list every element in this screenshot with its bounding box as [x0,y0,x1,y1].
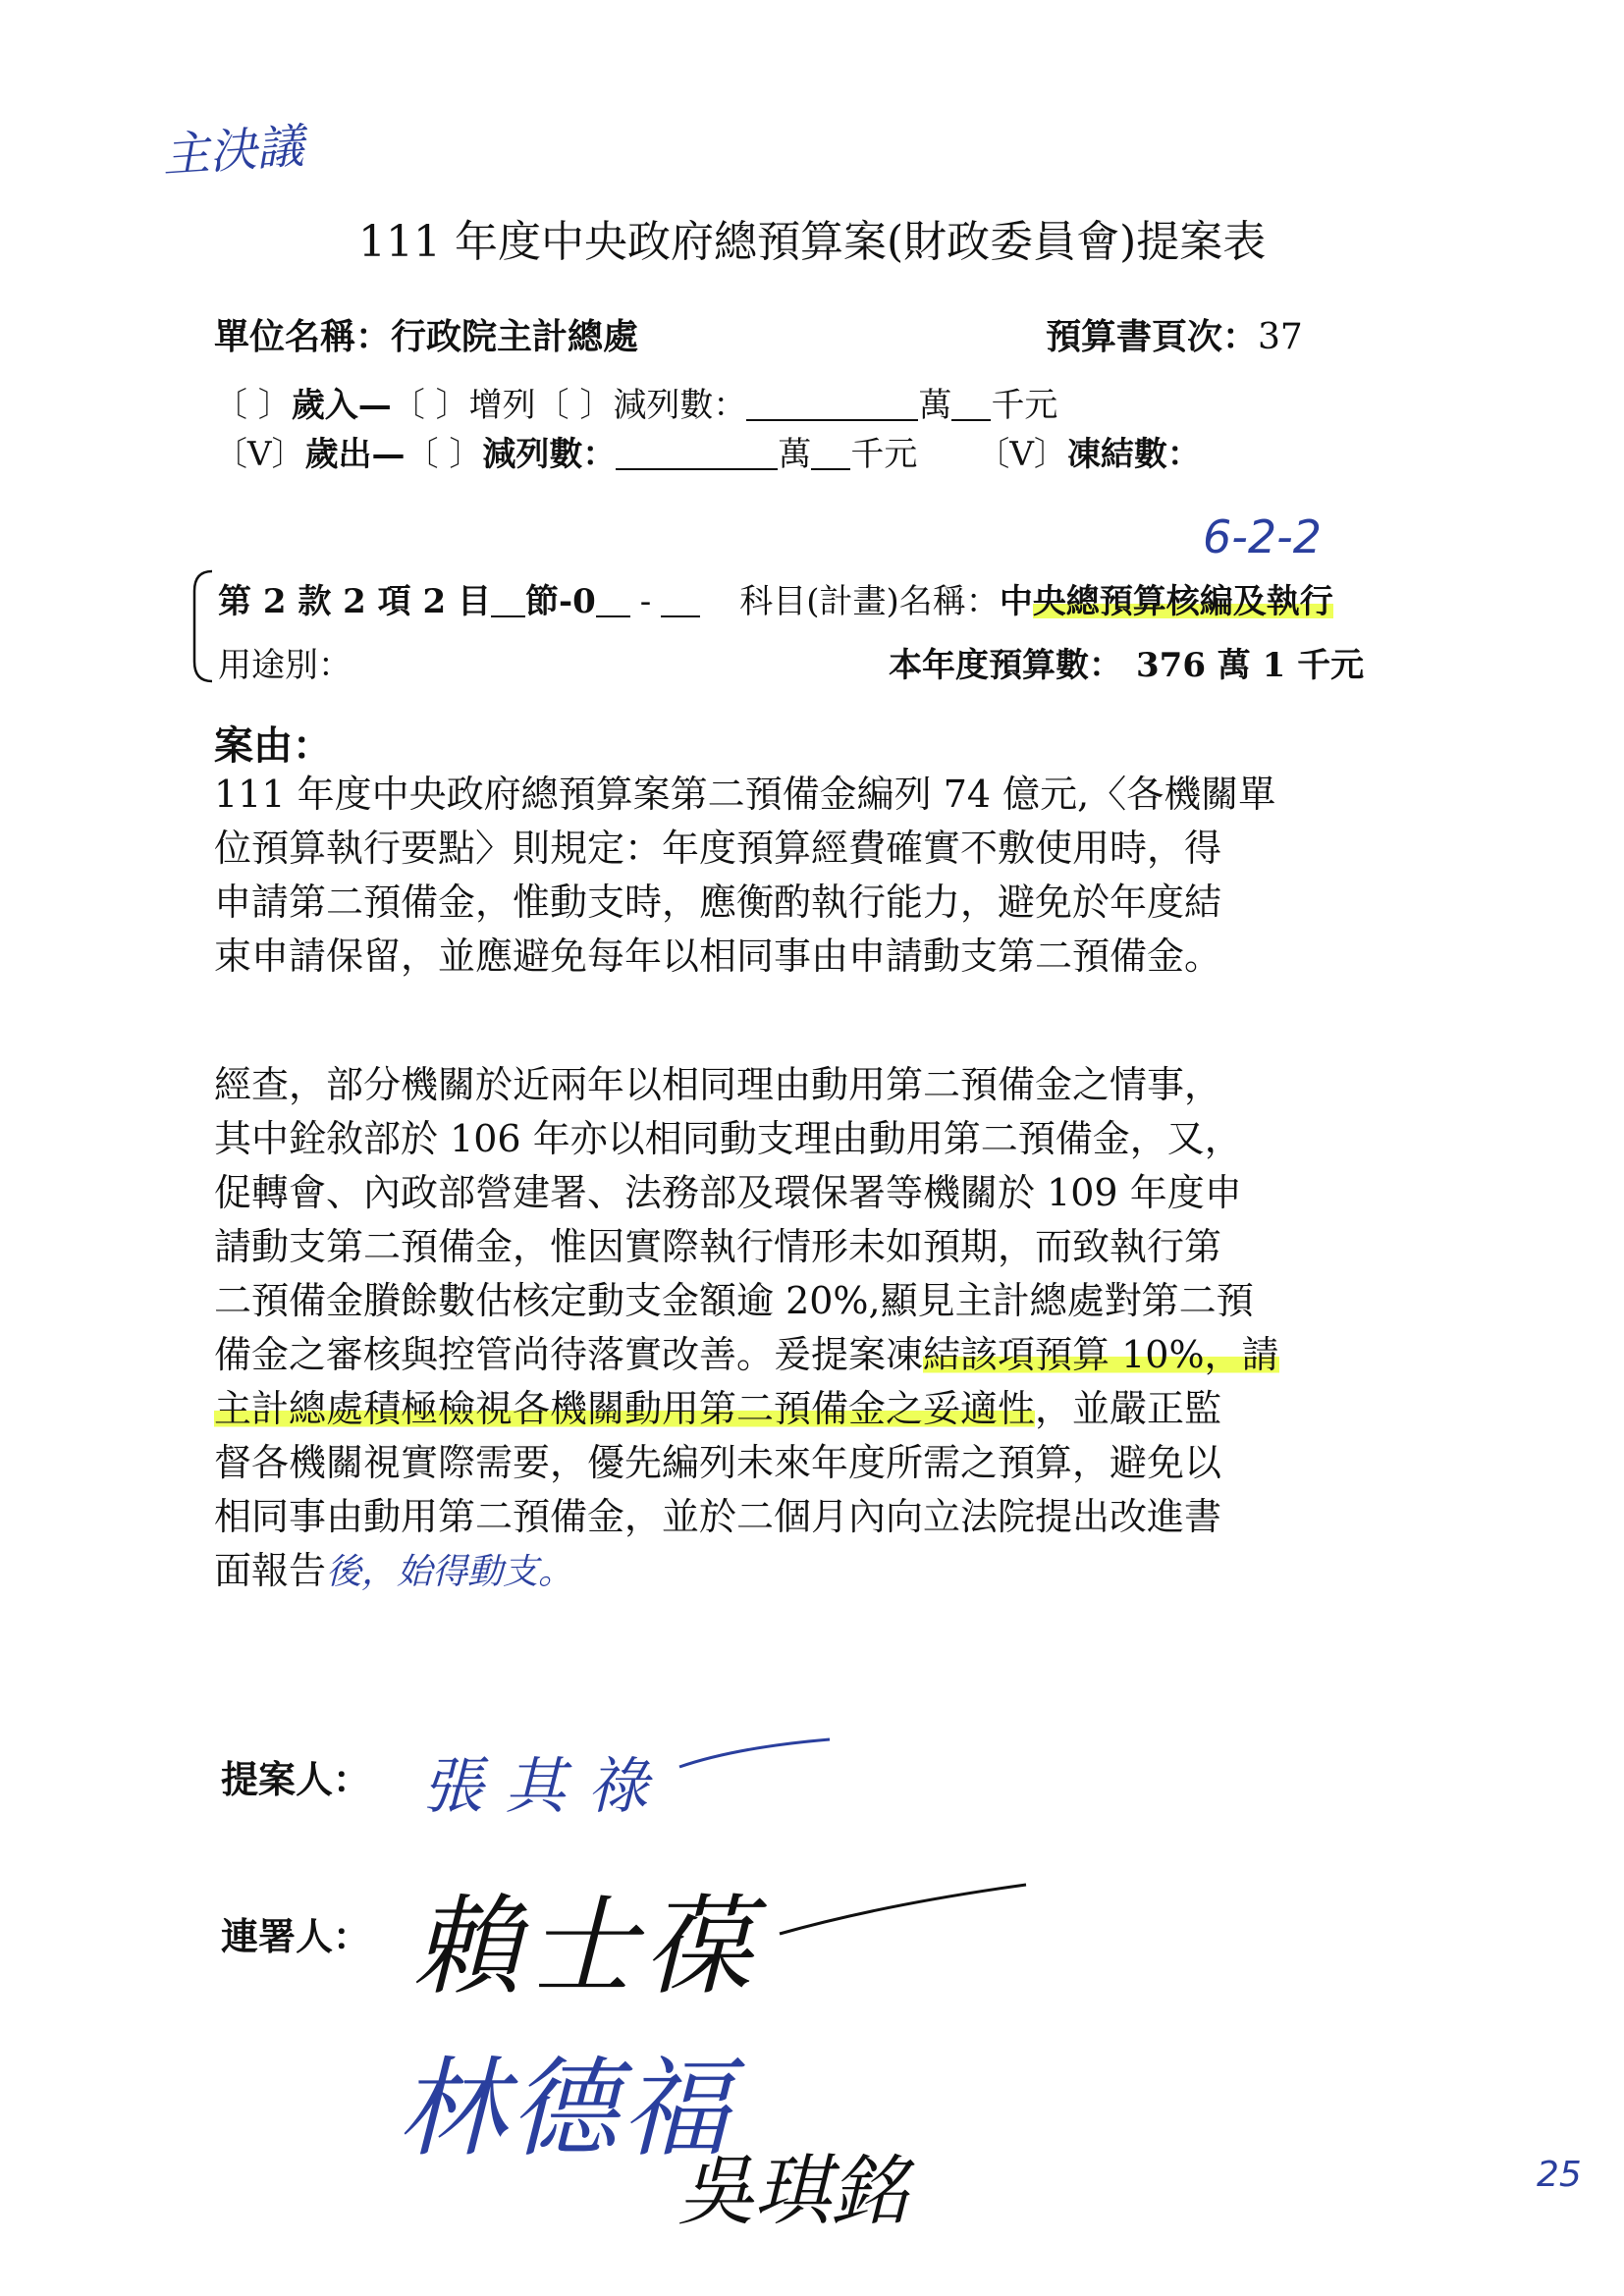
item-blank-1 [491,582,525,617]
revenue-label: 歲入— [291,386,392,425]
paragraph-line: 二預備金賸餘數估核定動支金額逾 20%,顯見主計總處對第二預 [214,1279,1254,1322]
item-category: 第 2 款 2 項 2 目 [218,582,491,621]
handwritten-note: 主決議 [160,119,306,184]
unit-label: 單位名稱： [214,316,392,357]
freeze-checkbox: 〔V〕 [976,435,1067,474]
unit-value: 行政院主計總處 [391,316,639,357]
reason-heading: 案由： [214,722,332,769]
page-ref-row [1046,309,1303,359]
paragraph-line: 申請第二預備金，惟動支時，應衡酌執行能力，避免於年度結 [214,881,1222,924]
expense-checkbox: 〔V〕 [214,435,305,474]
revenue-reduce-checkbox: 〔 〕 [535,386,614,425]
revenue-row [214,378,1057,426]
item-row [218,574,1333,622]
item-dash: - [639,582,652,621]
cosigner-signature-stroke [776,1865,1031,1953]
revenue-reduce-label: 減列數： [613,386,747,425]
subject-value: 中央總預算核編及執行 [999,582,1333,621]
usage-label: 用途別： [218,646,352,685]
cosigner-signature-1: 賴士葆 [412,1884,760,2009]
item-blank-2 [596,582,630,617]
item-jie: 節-0 [525,582,596,621]
expense-row [214,427,1201,475]
reason-paragraph-1 [214,768,1422,984]
revenue-qian-blank [951,386,991,421]
expense-reduce-label: 減列數： [482,435,617,474]
paragraph-line: 備金之審核與控管尚待落實改善。爰提案凍結該項預算 10%，請 [214,1333,1279,1376]
expense-qian: 千元 [850,435,918,474]
expense-label: 歲出— [304,435,406,474]
proposer-label: 提案人： [221,1757,371,1801]
budget-value: 376 萬 1 千元 [1136,646,1365,685]
item-blank-3 [661,582,700,617]
cosigner-signature-2: 林德福 [398,2046,733,2171]
page-title: 111 年度中央政府總預算案(財政委員會)提案表 [358,217,1267,267]
cosigner-label: 連署人： [221,1914,371,1958]
expense-wan: 萬 [778,435,812,474]
budget-row [889,638,1364,686]
expense-qian-blank [811,435,850,470]
proposer-signature-stroke [677,1728,835,1777]
revenue-add-checkbox: 〔 〕 [391,386,469,425]
paragraph-line: 位預算執行要點〉則規定：年度預算經費確實不敷使用時，得 [214,827,1222,870]
page-ref-value: 37 [1258,317,1303,357]
paragraph-line: 111 年度中央政府總預算案第二預備金編列 74 億元,〈各機關單 [214,773,1276,816]
revenue-wan-blank [746,386,918,421]
revenue-wan: 萬 [918,386,952,425]
unit-row [214,309,638,359]
paragraph-line: 請動支第二預備金，惟因實際執行情形未如預期，而致執行第 [214,1225,1222,1268]
item-bracket [187,567,216,685]
paragraph-line: 督各機關視實際需要，優先編列未來年度所需之預算，避免以 [214,1441,1222,1484]
page-mark: 25 [1537,2155,1582,2195]
handwritten-code: 6-2-2 [1203,510,1322,563]
paragraph-line: 促轉會、內政部營建署、法務部及環保署等機關於 109 年度申 [214,1171,1242,1214]
subject-label: 科目(計畫)名稱： [739,582,1000,621]
paragraph-line: 經查，部分機關於近兩年以相同理由動用第二預備金之情事， [214,1063,1222,1106]
proposer-signature: 張其祿 [422,1750,671,1822]
expense-wan-blank [616,435,778,470]
highlighted-text: 主計總處積極檢視各機關動用第二預備金之妥適性 [214,1387,1036,1430]
handwritten-addition: 後，始得動支。 [326,1552,574,1592]
paragraph-line: 主計總處積極檢視各機關動用第二預備金之妥適性，並嚴正監 [214,1387,1222,1430]
cosigner-signature-3: 吳琪銘 [677,2148,908,2236]
paragraph-line: 相同事由動用第二預備金，並於二個月內向立法院提出改進書 [214,1495,1222,1538]
revenue-checkbox: 〔 〕 [214,386,292,425]
page-ref-label: 預算書頁次： [1046,316,1259,357]
paragraph-line: 束申請保留，並應避免每年以相同事由申請動支第二預備金。 [214,934,1222,978]
revenue-add-label: 增列 [468,386,536,425]
paragraph-line: 其中銓敘部於 106 年亦以相同動支理由動用第二預備金，又， [214,1117,1242,1160]
budget-label: 本年度預算數： [889,646,1122,685]
highlighted-text: 結該項預算 10%，請 [923,1333,1279,1376]
paragraph-line: 面報告後，始得動支。 [214,1549,574,1592]
reason-paragraph-2 [214,1058,1422,1599]
revenue-qian: 千元 [991,386,1058,425]
freeze-label: 凍結數： [1066,435,1201,474]
expense-reduce-checkbox: 〔 〕 [405,435,483,474]
